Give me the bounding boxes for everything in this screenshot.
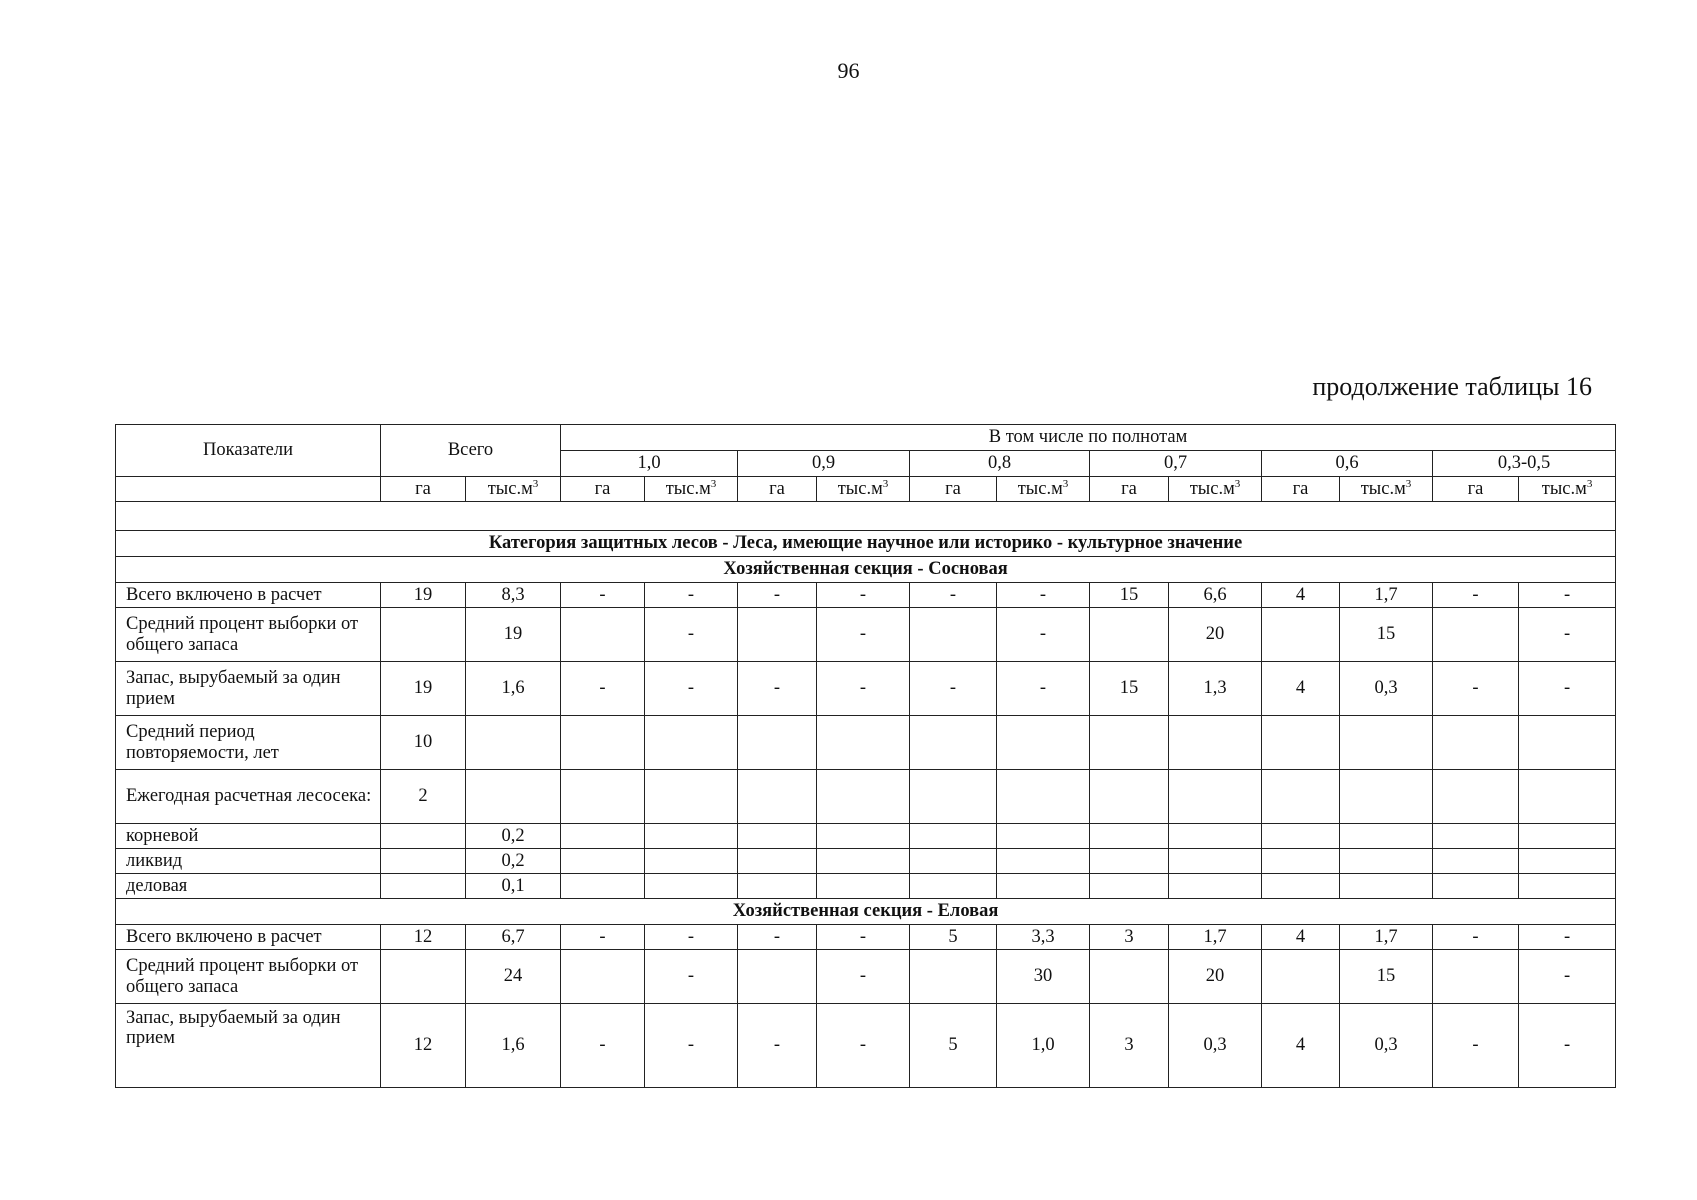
table-cell: 0,3: [1340, 1004, 1433, 1088]
table-cell: [1340, 824, 1433, 849]
table-cell: -: [645, 608, 738, 662]
table-cell: -: [738, 662, 817, 716]
table-row: [116, 849, 1616, 874]
table-cell: 6,6: [1169, 583, 1262, 608]
row-label: Ежегодная расчетная лесосека:: [116, 770, 381, 824]
table-cell: -: [645, 950, 738, 1004]
row-label: Средний процент выборки от общего запаса: [116, 950, 381, 1004]
table-cell: 0,1: [466, 874, 561, 899]
table-cell: [561, 608, 645, 662]
unit-volume-exponent: 3: [710, 477, 717, 490]
table-cell: 19: [466, 608, 561, 662]
table-cell: [1262, 770, 1340, 824]
header-total: Всего: [381, 425, 561, 477]
table-cell: [817, 716, 910, 770]
table-cell: [910, 849, 997, 874]
table-cell: [910, 770, 997, 824]
table-cell: [1169, 874, 1262, 899]
table-cell: [645, 770, 738, 824]
table-cell: [910, 608, 997, 662]
header-unit-ha: га: [1090, 477, 1169, 502]
table-cell: -: [561, 583, 645, 608]
header-unit-volume: [1169, 477, 1262, 502]
row-label: Средний процент выборки от общего запаса: [116, 608, 381, 662]
table-cell: [1090, 608, 1169, 662]
table-cell: [1340, 874, 1433, 899]
table-cell: [1519, 716, 1616, 770]
table-cell: -: [817, 608, 910, 662]
header-unit-ha: га: [1433, 477, 1519, 502]
table-cell: [738, 874, 817, 899]
table-cell: [1433, 824, 1519, 849]
table-cell: 4: [1262, 1004, 1340, 1088]
table-cell: [817, 824, 910, 849]
table-cell: [817, 770, 910, 824]
table-cell: 12: [381, 1004, 466, 1088]
category-row: [116, 531, 1616, 557]
row-label: Всего включено в расчет: [116, 925, 381, 950]
table-cell: 1,7: [1340, 583, 1433, 608]
table-row: [116, 874, 1616, 899]
header-unit-volume: [645, 477, 738, 502]
table-cell: 15: [1340, 950, 1433, 1004]
table-cell: 15: [1090, 583, 1169, 608]
header-by-density: В том числе по полнотам: [561, 425, 1616, 451]
table-cell: [645, 824, 738, 849]
table-cell: [997, 824, 1090, 849]
table-cell: 12: [381, 925, 466, 950]
unit-volume-exponent: 3: [1405, 477, 1412, 490]
header-density: 1,0: [561, 451, 738, 477]
table-cell: 4: [1262, 583, 1340, 608]
unit-volume-exponent: 3: [532, 477, 539, 490]
header-unit-ha: га: [738, 477, 817, 502]
table-cell: -: [645, 925, 738, 950]
table-cell: [645, 849, 738, 874]
table-cell: -: [738, 925, 817, 950]
header-unit-volume: [466, 477, 561, 502]
table-cell: -: [561, 925, 645, 950]
header-unit-volume: [1519, 477, 1616, 502]
header-density: 0,7: [1090, 451, 1262, 477]
spacer-cell: [116, 502, 1616, 531]
header-units-blank: [116, 477, 381, 502]
table-cell: [1519, 824, 1616, 849]
table-cell: [1433, 770, 1519, 824]
table-cell: [1340, 849, 1433, 874]
table-continuation-caption: продолжение таблицы 16: [1312, 372, 1592, 401]
table-cell: [645, 716, 738, 770]
table-cell: -: [561, 1004, 645, 1088]
table-cell: [1340, 716, 1433, 770]
table-cell: [1519, 874, 1616, 899]
table-cell: [1169, 824, 1262, 849]
table-cell: [381, 849, 466, 874]
header-unit-volume: [817, 477, 910, 502]
table-cell: 15: [1340, 608, 1433, 662]
table-cell: -: [1433, 1004, 1519, 1088]
table-cell: 19: [381, 583, 466, 608]
table-cell: [1262, 824, 1340, 849]
row-label: корневой: [116, 824, 381, 849]
row-label: деловая: [116, 874, 381, 899]
unit-volume-text: тыс.м: [1017, 478, 1063, 499]
table-cell: -: [1519, 925, 1616, 950]
row-label: ликвид: [116, 849, 381, 874]
header-unit-ha: га: [381, 477, 466, 502]
table-cell: [910, 950, 997, 1004]
unit-volume-exponent: 3: [1586, 477, 1593, 490]
table-cell: -: [910, 583, 997, 608]
table-cell: 5: [910, 1004, 997, 1088]
header-unit-ha: га: [561, 477, 645, 502]
table-cell: [738, 608, 817, 662]
table-cell: -: [1519, 583, 1616, 608]
header-density: 0,8: [910, 451, 1090, 477]
table-row: [116, 925, 1616, 950]
forest-category-title: Категория защитных лесов - Леса, имеющие научное или историко - культурное значение: [116, 531, 1616, 557]
table-cell: [1433, 716, 1519, 770]
table-cell: 8,3: [466, 583, 561, 608]
table-cell: [561, 824, 645, 849]
table-cell: [381, 824, 466, 849]
table-cell: 24: [466, 950, 561, 1004]
row-label: Всего включено в расчет: [116, 583, 381, 608]
section-title: Хозяйственная секция - Сосновая: [116, 557, 1616, 583]
table-row: [116, 1004, 1616, 1088]
unit-volume-exponent: 3: [882, 477, 889, 490]
table-cell: [1090, 770, 1169, 824]
table-cell: -: [1433, 583, 1519, 608]
table-cell: [381, 608, 466, 662]
table-cell: 4: [1262, 925, 1340, 950]
table-cell: 1,7: [1169, 925, 1262, 950]
table-cell: 1,7: [1340, 925, 1433, 950]
table-cell: [561, 950, 645, 1004]
table-cell: 15: [1090, 662, 1169, 716]
row-label: Запас, вырубаемый за один прием: [116, 662, 381, 716]
table-cell: -: [1519, 1004, 1616, 1088]
table-cell: [910, 716, 997, 770]
table-cell: -: [738, 1004, 817, 1088]
header-unit-volume: [1340, 477, 1433, 502]
table-cell: -: [561, 662, 645, 716]
table-cell: 4: [1262, 662, 1340, 716]
table-cell: 0,3: [1169, 1004, 1262, 1088]
table-cell: [738, 770, 817, 824]
table-cell: [561, 770, 645, 824]
table-cell: [1090, 849, 1169, 874]
header-density: 0,6: [1262, 451, 1433, 477]
table-cell: [1433, 950, 1519, 1004]
table-cell: [1262, 608, 1340, 662]
table-cell: [997, 770, 1090, 824]
table-cell: 1,0: [997, 1004, 1090, 1088]
table-cell: [738, 849, 817, 874]
table-cell: [1262, 950, 1340, 1004]
unit-volume-text: тыс.м: [1360, 478, 1406, 499]
unit-volume-text: тыс.м: [1541, 478, 1587, 499]
unit-volume-text: тыс.м: [837, 478, 883, 499]
table-cell: -: [645, 1004, 738, 1088]
table-cell: [1169, 716, 1262, 770]
table-cell: [1433, 874, 1519, 899]
table-cell: -: [997, 608, 1090, 662]
table-cell: [561, 849, 645, 874]
row-label: Запас, вырубаемый за один прием: [116, 1004, 381, 1088]
table-cell: [1433, 849, 1519, 874]
table-cell: 3: [1090, 1004, 1169, 1088]
table-cell: [1090, 950, 1169, 1004]
table-cell: -: [645, 662, 738, 716]
section-row: [116, 899, 1616, 925]
table-cell: [466, 716, 561, 770]
table-cell: 20: [1169, 608, 1262, 662]
table-cell: 1,6: [466, 662, 561, 716]
table-cell: 20: [1169, 950, 1262, 1004]
header-unit-volume: [997, 477, 1090, 502]
table-cell: 2: [381, 770, 466, 824]
table-row: [116, 716, 1616, 770]
table-cell: 6,7: [466, 925, 561, 950]
header-units-row: [116, 477, 1616, 502]
table-cell: -: [1519, 662, 1616, 716]
unit-volume-text: тыс.м: [1189, 478, 1235, 499]
table-cell: -: [997, 583, 1090, 608]
table-cell: 3: [1090, 925, 1169, 950]
table-cell: [910, 824, 997, 849]
row-label: Средний период повторяемости, лет: [116, 716, 381, 770]
unit-volume-exponent: 3: [1234, 477, 1241, 490]
header-unit-ha: га: [910, 477, 997, 502]
section-row: [116, 557, 1616, 583]
table-cell: -: [1433, 662, 1519, 716]
logging-calculation-table: [115, 424, 1616, 1088]
header-density: 0,9: [738, 451, 910, 477]
section-title: Хозяйственная секция - Еловая: [116, 899, 1616, 925]
table-cell: [1090, 824, 1169, 849]
table-row: [116, 662, 1616, 716]
page-number: 96: [837, 58, 860, 83]
table-cell: -: [738, 583, 817, 608]
table-row: [116, 583, 1616, 608]
table-cell: [817, 874, 910, 899]
header-unit-ha: га: [1262, 477, 1340, 502]
table-row: [116, 770, 1616, 824]
table-row: [116, 608, 1616, 662]
table-cell: 5: [910, 925, 997, 950]
table-cell: [738, 950, 817, 1004]
table-cell: [738, 716, 817, 770]
spacer-row: [116, 502, 1616, 531]
header-density: 0,3-0,5: [1433, 451, 1616, 477]
table-cell: -: [817, 583, 910, 608]
table-cell: [381, 950, 466, 1004]
table-cell: -: [817, 662, 910, 716]
unit-volume-text: тыс.м: [487, 478, 533, 499]
table-cell: [466, 770, 561, 824]
unit-volume-exponent: 3: [1062, 477, 1069, 490]
table-cell: [1340, 770, 1433, 824]
header-indicators: Показатели: [116, 425, 381, 477]
table-cell: [997, 874, 1090, 899]
table-cell: [561, 716, 645, 770]
table-cell: -: [997, 662, 1090, 716]
table-cell: [817, 849, 910, 874]
table-cell: -: [817, 1004, 910, 1088]
table-cell: -: [1519, 950, 1616, 1004]
table-cell: -: [817, 950, 910, 1004]
table-cell: [997, 849, 1090, 874]
table-cell: [997, 716, 1090, 770]
table-cell: [561, 874, 645, 899]
table-cell: [910, 874, 997, 899]
table-cell: [1090, 716, 1169, 770]
table-cell: [1519, 770, 1616, 824]
table-cell: [1262, 874, 1340, 899]
table-cell: -: [1519, 608, 1616, 662]
table-cell: [1169, 770, 1262, 824]
table-cell: 19: [381, 662, 466, 716]
table-cell: 0,2: [466, 849, 561, 874]
table-cell: [738, 824, 817, 849]
table-cell: [1433, 608, 1519, 662]
table-cell: [1519, 849, 1616, 874]
table-cell: [1262, 716, 1340, 770]
header-row-1: [116, 425, 1616, 451]
table-row: [116, 950, 1616, 1004]
table-cell: [381, 874, 466, 899]
table-cell: 1,3: [1169, 662, 1262, 716]
table-cell: [1262, 849, 1340, 874]
unit-volume-text: тыс.м: [665, 478, 711, 499]
table-cell: -: [645, 583, 738, 608]
table-cell: [1169, 849, 1262, 874]
table-cell: 1,6: [466, 1004, 561, 1088]
table-cell: 0,3: [1340, 662, 1433, 716]
table-cell: 10: [381, 716, 466, 770]
table-cell: 0,2: [466, 824, 561, 849]
table-row: [116, 824, 1616, 849]
table-cell: -: [910, 662, 997, 716]
table-cell: -: [817, 925, 910, 950]
table-cell: [1090, 874, 1169, 899]
table-cell: [645, 874, 738, 899]
table-cell: 30: [997, 950, 1090, 1004]
table-cell: -: [1433, 925, 1519, 950]
table-cell: 3,3: [997, 925, 1090, 950]
